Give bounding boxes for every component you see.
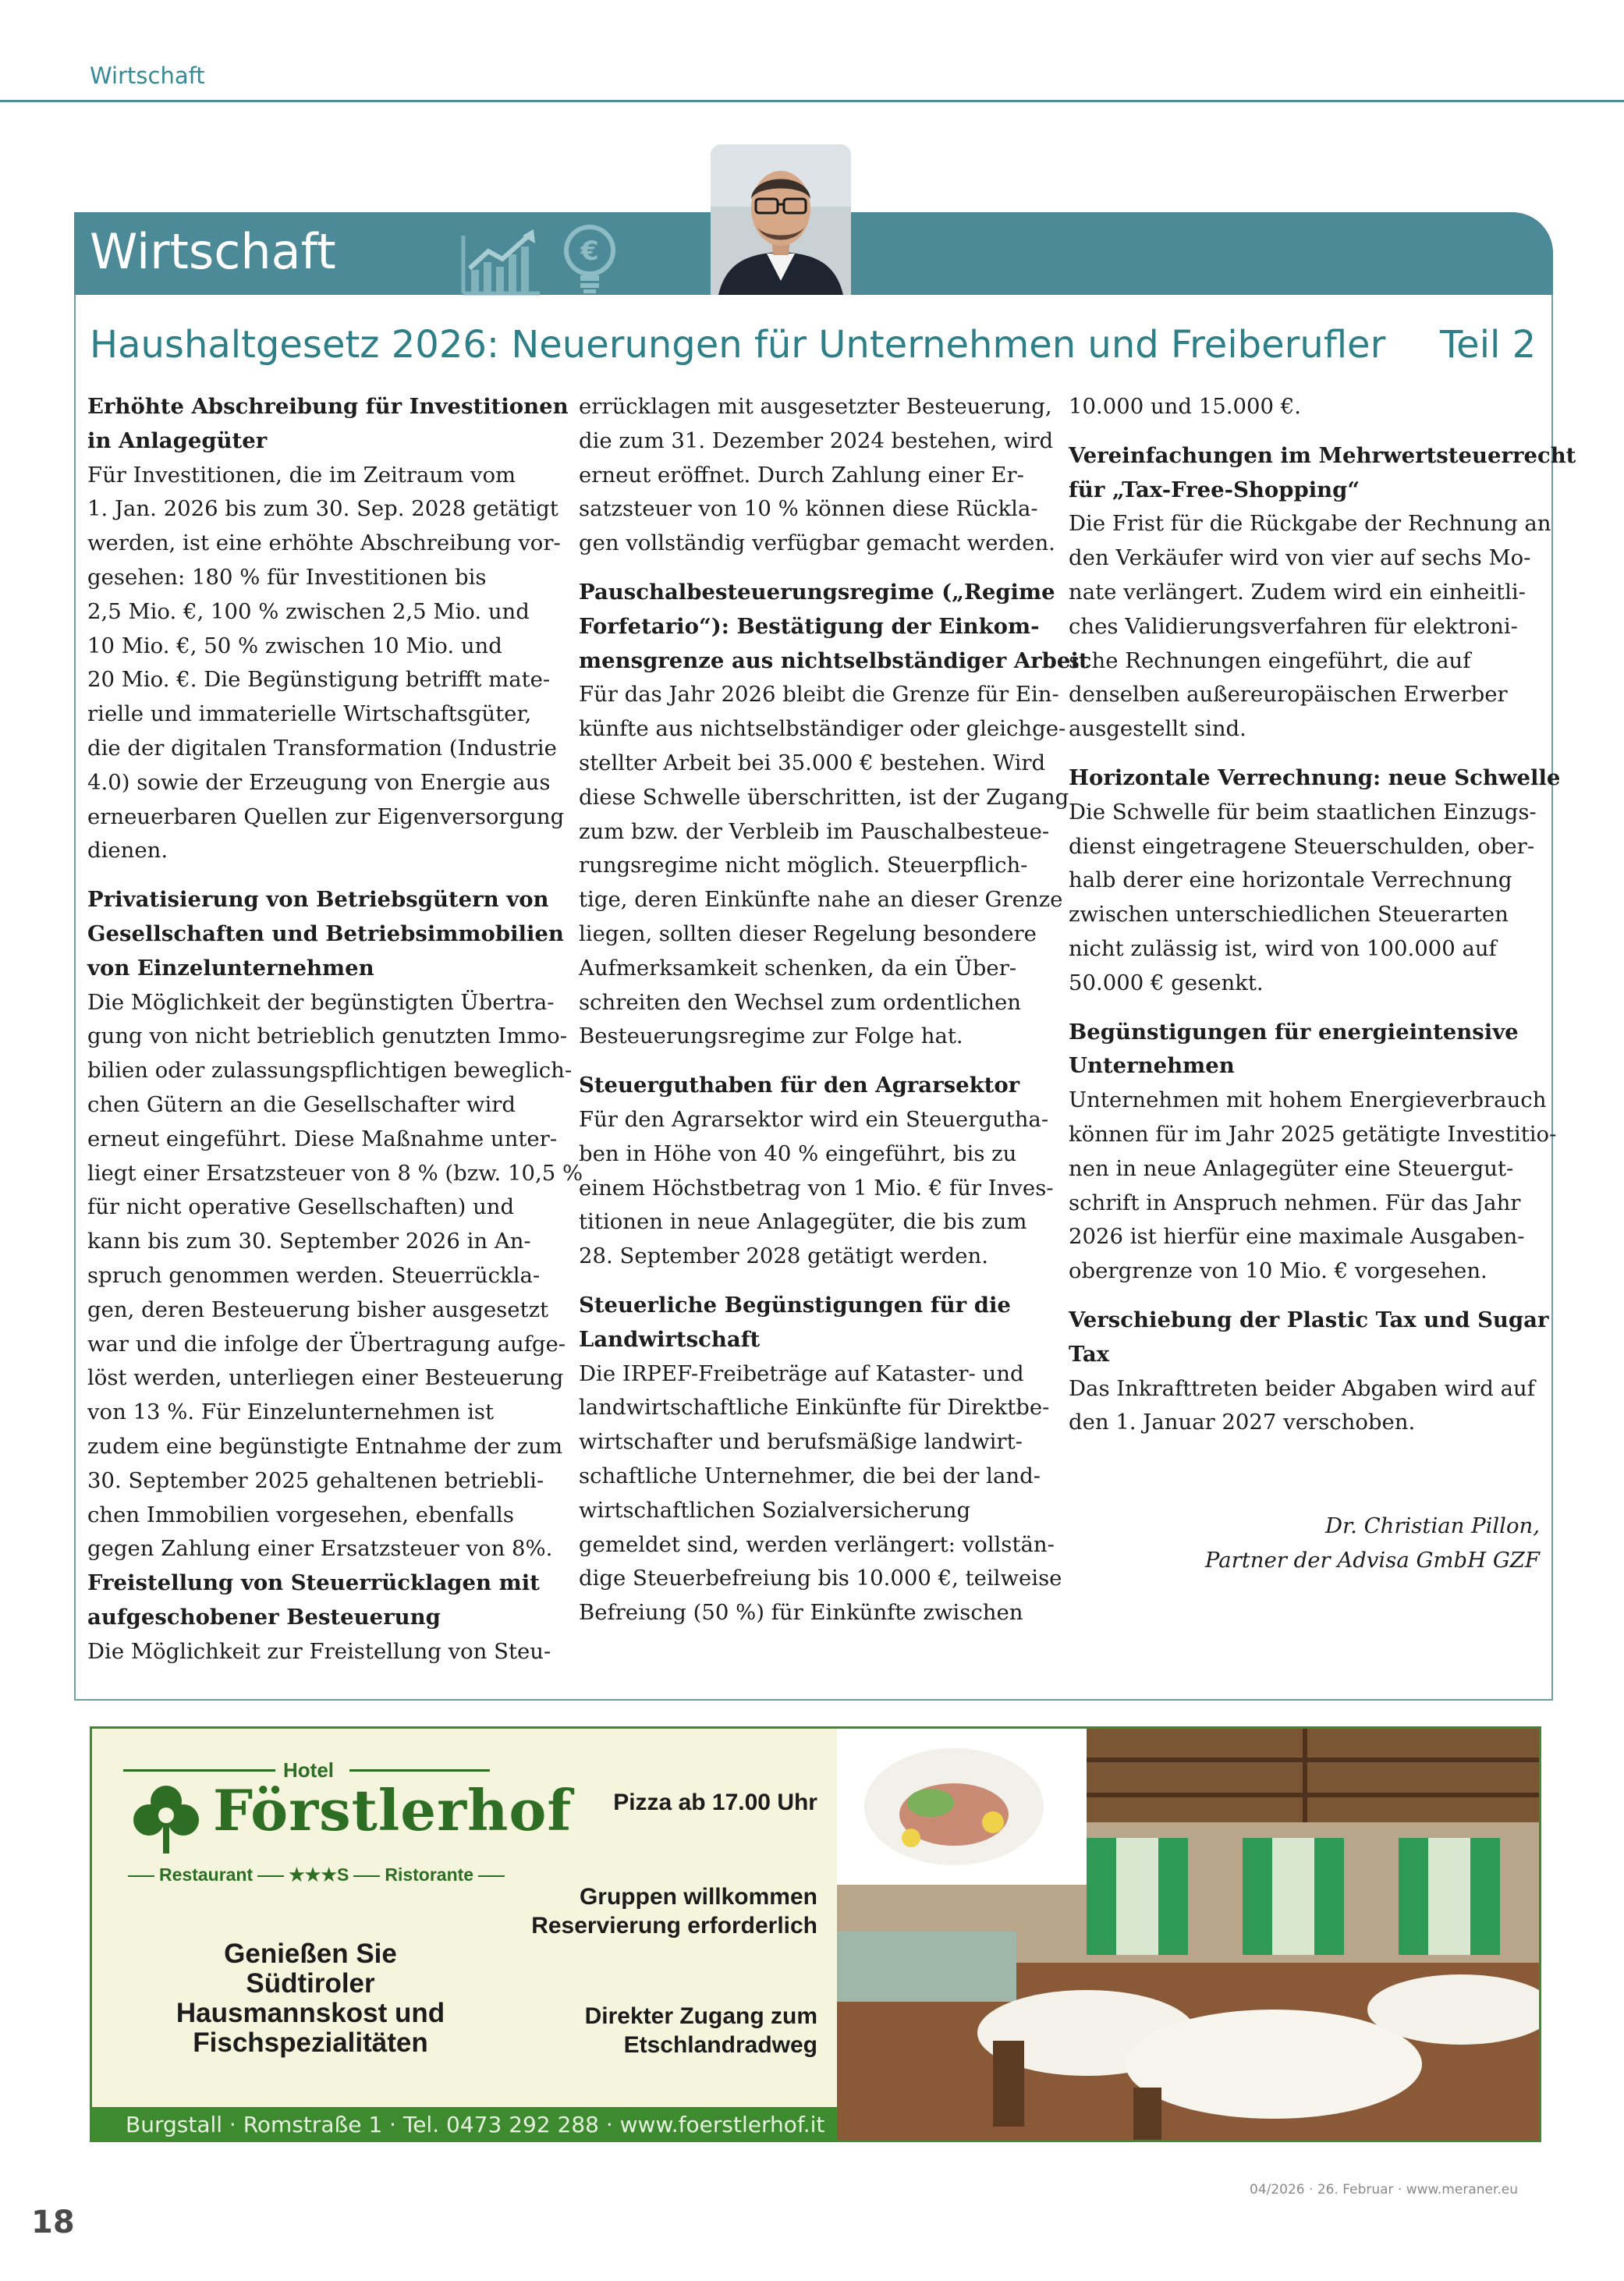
ad-hotel-label: Hotel <box>283 1758 334 1782</box>
ad-subline-rule <box>257 1875 284 1877</box>
body-text-line: von 13 %. Für Einzelunternehmen ist <box>87 1399 495 1425</box>
ad-contact-footer[interactable]: Burgstall · Romstraße 1 · Tel. 0473 292 288 · www.foerstlerhof.it <box>92 2107 837 2142</box>
body-text-line: schrift in Anspruch nehmen. Für das Jahr <box>1069 1190 1521 1215</box>
article-headline: Haushaltgesetz 2026: Neuerungen für Unternehmen und Freiberufler <box>90 323 1386 367</box>
ad-bike-path-info <box>498 2002 817 2059</box>
body-text-line: obergrenze von 10 Mio. € vorgesehen. <box>1069 1258 1487 1284</box>
author-portrait <box>711 144 851 295</box>
subheading-line: Freistellung von Steuerrücklagen mit <box>87 1570 540 1596</box>
ad-brand-subline <box>123 1864 509 1885</box>
body-text-line: wirtschafter und berufsmäßige landwirt- <box>579 1429 1023 1455</box>
subheading-line: Unternehmen <box>1069 1053 1235 1079</box>
body-text-line: schreiten den Wechsel zum ordentlichen <box>579 989 1021 1015</box>
subheading-line: Steuerliche Begünstigungen für die <box>579 1292 1011 1318</box>
body-text-line: 4.0) sowie der Erzeugung von Energie aus <box>87 769 551 795</box>
ad-groups-line: Gruppen willkommen <box>579 1884 817 1910</box>
subheading-line: Erhöhte Abschreibung für Investitionen <box>87 394 569 419</box>
body-text-line: 50.000 € gesenkt. <box>1069 970 1264 995</box>
body-text-line: dienst eingetragene Steuerschulden, ober- <box>1069 833 1535 859</box>
ad-tagline-line: Genießen Sie <box>224 1939 397 1969</box>
body-text-line: errücklagen mit ausgesetzter Besteuerung, <box>579 394 1052 419</box>
paragraph-gap <box>1069 424 1544 439</box>
body-text-line: gen vollständig verfügbar gemacht werden. <box>579 530 1055 556</box>
body-text-line: 2,5 Mio. €, 100 % zwischen 2,5 Mio. und <box>87 598 530 624</box>
ad-subline-rule <box>353 1875 380 1877</box>
article-part-label: Teil 2 <box>1440 323 1537 367</box>
subheading-line: Gesellschaften und Betriebsimmobilien <box>87 921 564 946</box>
hotel-advertisement[interactable] <box>90 1726 1541 2142</box>
subheading-line: Horizontale Verrechnung: neue Schwelle <box>1069 764 1561 790</box>
author-signature <box>1069 1509 1540 1578</box>
body-text-line: stellter Arbeit bei 35.000 € bestehen. Wird <box>579 750 1046 775</box>
ad-groups-info <box>498 1882 817 1940</box>
ad-brand-rule-left <box>123 1769 275 1772</box>
body-text-line: Für den Agrarsektor wird ein Steuergutha- <box>579 1106 1049 1132</box>
body-text-line: erneuerbaren Quellen zur Eigenversorgung <box>87 803 565 829</box>
running-header-section: Wirtschaft <box>90 62 205 89</box>
body-text-line: die zum 31. Dezember 2024 bestehen, wird <box>579 427 1054 453</box>
subheading-line: Pauschalbesteuerungsregime („Regime <box>579 579 1055 605</box>
section-title: Wirtschaft <box>90 223 336 280</box>
body-text-line: titionen in neue Anlagegüter, die bis zum <box>579 1209 1027 1235</box>
body-text-line: 10.000 und 15.000 €. <box>1069 394 1301 419</box>
body-text-line: nicht zulässig ist, wird von 100.000 auf <box>1069 935 1497 961</box>
clover-logo-icon <box>127 1779 205 1857</box>
body-text-line: für nicht operative Gesellschaften) und <box>87 1194 515 1220</box>
body-text-line: gemeldet sind, werden verlängert: vollstän- <box>579 1531 1055 1557</box>
body-text-line: landwirtschaftliche Einkünfte für Direktbe- <box>579 1395 1050 1421</box>
paragraph-gap <box>1069 1289 1544 1304</box>
body-text-line: zwischen unterschiedlichen Steuerarten <box>1069 902 1509 928</box>
body-text-line: denselben außereuropäischen Erwerber <box>1069 682 1508 708</box>
body-text-line: Für Investitionen, die im Zeitraum vom <box>87 462 516 488</box>
body-text-line: dige Steuerbefreiung bis 10.000 €, teilweise <box>579 1566 1062 1591</box>
body-text-line: 28. September 2028 getätigt werden. <box>579 1243 988 1269</box>
body-text-line: gen, deren Besteuerung bisher ausgesetzt <box>87 1297 549 1322</box>
body-text-line: schaftliche Unternehmer, die bei der land- <box>579 1463 1041 1488</box>
body-text-line: tige, deren Einkünfte nahe an dieser Grenze <box>579 887 1063 913</box>
body-text-line: war und die infolge der Übertragung aufge- <box>87 1331 566 1357</box>
header-divider <box>0 100 1624 102</box>
body-text-line: die der digitalen Transformation (Industrie <box>87 735 557 761</box>
body-text-line: rielle und immaterielle Wirtschaftsgüter, <box>87 701 532 727</box>
body-text-line: Das Inkrafttreten beider Abgaben wird auf <box>1069 1375 1535 1401</box>
body-text-line: liegen, sollten dieser Regelung besondere <box>579 921 1037 946</box>
body-text-line: zudem eine begünstigte Entnahme der zum <box>87 1433 563 1459</box>
body-text-line: nate verlängert. Zudem wird ein einheitli- <box>1069 579 1526 605</box>
body-text-line: 20 Mio. €. Die Begünstigung betrifft mate- <box>87 667 551 693</box>
paragraph-gap <box>579 1054 1047 1069</box>
ad-subline-stars: ★★★S <box>289 1864 349 1885</box>
subheading-line: mensgrenze aus nichtselbständiger Arbeit <box>579 647 1089 673</box>
body-text-line: Die Möglichkeit der begünstigten Übertra- <box>87 989 555 1015</box>
subheading-line: Forfetario“): Bestätigung der Einkom- <box>579 613 1040 639</box>
subheading-line: Verschiebung der Plastic Tax und Sugar <box>1069 1307 1549 1332</box>
body-text-line: löst werden, unterliegen einer Besteuerung <box>87 1365 564 1391</box>
subheading-line: für „Tax-Free-Shopping“ <box>1069 477 1360 502</box>
article-column-3 <box>1069 390 1576 1440</box>
body-text-line: zum bzw. der Verbleib im Pauschalbesteue- <box>579 818 1050 844</box>
body-text-line: können für im Jahr 2025 getätigte Investitio- <box>1069 1121 1557 1147</box>
body-text-line: sche Rechnungen eingeführt, die auf <box>1069 647 1471 673</box>
body-text-line: einem Höchstbetrag von 1 Mio. € für Inves- <box>579 1175 1054 1201</box>
svg-text:€: € <box>580 236 599 267</box>
body-text-line: diese Schwelle überschritten, ist der Zugang <box>579 784 1069 810</box>
body-text-line: den Verkäufer wird von vier auf sechs Mo- <box>1069 545 1531 571</box>
page-number: 18 <box>31 2205 75 2240</box>
body-text-line: Für das Jahr 2026 bleibt die Grenze für Ein- <box>579 682 1059 708</box>
body-text-line: Befreiung (50 %) für Einkünfte zwischen <box>579 1600 1023 1626</box>
paragraph-gap <box>1069 1001 1544 1016</box>
ad-bike-line: Direkter Zugang zum <box>584 2003 817 2029</box>
body-text-line: halb derer eine horizontale Verrechnung <box>1069 867 1512 893</box>
issue-info: 04/2026 · 26. Februar · www.meraner.eu <box>1250 2182 1519 2198</box>
body-text-line: Die Schwelle für beim staatlichen Einzugs- <box>1069 799 1537 825</box>
body-text-line: werden, ist eine erhöhte Abschreibung vor- <box>87 530 561 556</box>
subheading-line: Begünstigungen für energieintensive <box>1069 1019 1519 1045</box>
body-text-line: erneut eröffnet. Durch Zahlung einer Er- <box>579 462 1024 488</box>
ad-subline-ristorante: Ristorante <box>385 1864 474 1885</box>
body-text-line: erneut eingeführt. Diese Maßnahme unter- <box>87 1126 558 1151</box>
subheading-line: Tax <box>1069 1341 1110 1367</box>
body-text-line: gung von nicht betrieblich genutzten Immo- <box>87 1023 568 1049</box>
ad-subline-rule <box>478 1875 505 1877</box>
body-text-line: Besteuerungsregime zur Folge hat. <box>579 1023 963 1049</box>
subheading-line: Landwirtschaft <box>579 1326 761 1352</box>
body-text-line: chen Immobilien vorgesehen, ebenfalls <box>87 1502 514 1527</box>
subheading-line: Privatisierung von Betriebsgütern von <box>87 887 549 913</box>
body-text-line: satzsteuer von 10 % können diese Rückla- <box>579 496 1038 522</box>
article-column-2 <box>579 390 1089 1630</box>
ad-tagline-line: Fischspezialitäten <box>193 2027 428 2058</box>
ad-brand-rule-right <box>349 1769 490 1772</box>
ad-tagline-line: Südtiroler <box>246 1968 375 1999</box>
paragraph-gap <box>87 868 555 883</box>
body-text-line: ben in Höhe von 40 % eingeführt, bis zu <box>579 1140 1017 1166</box>
chart-growth-icon <box>459 228 544 296</box>
body-text-line: nen in neue Anlagegüter eine Steuergut- <box>1069 1155 1514 1181</box>
ad-subline-rule <box>128 1875 154 1877</box>
body-text-line: künfte aus nichtselbständiger oder gleichge- <box>579 716 1066 742</box>
body-text-line: ausgestellt sind. <box>1069 716 1246 742</box>
author-role: Partner der Advisa GmbH GZF <box>1204 1547 1540 1573</box>
article-column-1 <box>87 390 583 1669</box>
body-text-line: Die Frist für die Rückgabe der Rechnung an <box>1069 511 1551 537</box>
body-text-line: bilien oder zulassungspflichtigen beweglich- <box>87 1058 573 1084</box>
body-text-line: kann bis zum 30. September 2026 in An- <box>87 1229 531 1254</box>
body-text-line: chen Gütern an die Gesellschafter wird <box>87 1091 516 1117</box>
subheading-line: Steuerguthaben für den Agrarsektor <box>579 1073 1020 1098</box>
body-text-line: den 1. Januar 2027 verschoben. <box>1069 1410 1416 1435</box>
restaurant-interior-photo <box>837 1729 1541 2140</box>
body-text-line: rungsregime nicht möglich. Steuerpflich- <box>579 853 1028 878</box>
ad-groups-line: Reservierung erforderlich <box>531 1913 817 1939</box>
ad-tagline-line: Hausmannskost und <box>176 1998 445 2028</box>
subheading-line: Vereinfachungen im Mehrwertsteuerrecht <box>1069 442 1576 468</box>
body-text-line: spruch genommen werden. Steuerrückla- <box>87 1262 541 1288</box>
ad-pizza-hours: Pizza ab 17.00 Uhr <box>613 1790 817 1815</box>
ad-brand-name: Förstlerhof <box>213 1777 573 1843</box>
body-text-line: liegt einer Ersatzsteuer von 8 % (bzw. 10,5 % <box>87 1160 583 1186</box>
ad-subline-restaurant: Restaurant <box>159 1864 254 1885</box>
body-text-line: Unternehmen mit hohem Energieverbrauch <box>1069 1087 1547 1113</box>
subheading-line: aufgeschobener Besteuerung <box>87 1604 441 1630</box>
idea-bulb-icon <box>556 221 623 295</box>
body-text-line: Die IRPEF-Freibeträge auf Kataster- und <box>579 1360 1024 1386</box>
body-text-line: 1. Jan. 2026 bis zum 30. Sep. 2028 getätigt <box>87 496 558 522</box>
body-text-line: gegen Zahlung einer Ersatzsteuer von 8%. <box>87 1536 553 1562</box>
subheading-line: in Anlagegüter <box>87 427 268 453</box>
body-text-line: ches Validierungsverfahren für elektroni- <box>1069 613 1518 639</box>
paragraph-gap <box>579 561 1047 576</box>
body-text-line: dienen. <box>87 838 168 864</box>
body-text-line: 2026 ist hierfür eine maximale Ausgaben- <box>1069 1224 1525 1250</box>
body-text-line: gesehen: 180 % für Investitionen bis <box>87 564 487 590</box>
paragraph-gap <box>579 1274 1047 1289</box>
author-name: Dr. Christian Pillon, <box>1324 1513 1540 1538</box>
body-text-line: wirtschaftlichen Sozialversicherung <box>579 1497 971 1523</box>
ad-bike-line: Etschlandradweg <box>623 2032 817 2058</box>
subheading-line: von Einzelunternehmen <box>87 955 374 981</box>
body-text-line: Aufmerksamkeit schenken, da ein Über- <box>579 955 1017 981</box>
body-text-line: Die Möglichkeit zur Freistellung von Steu- <box>87 1638 551 1664</box>
body-text-line: 10 Mio. €, 50 % zwischen 10 Mio. und <box>87 633 502 658</box>
paragraph-gap <box>1069 747 1544 761</box>
ad-tagline <box>139 1939 482 2058</box>
body-text-line: 30. September 2025 gehaltenen betriebli- <box>87 1467 544 1493</box>
